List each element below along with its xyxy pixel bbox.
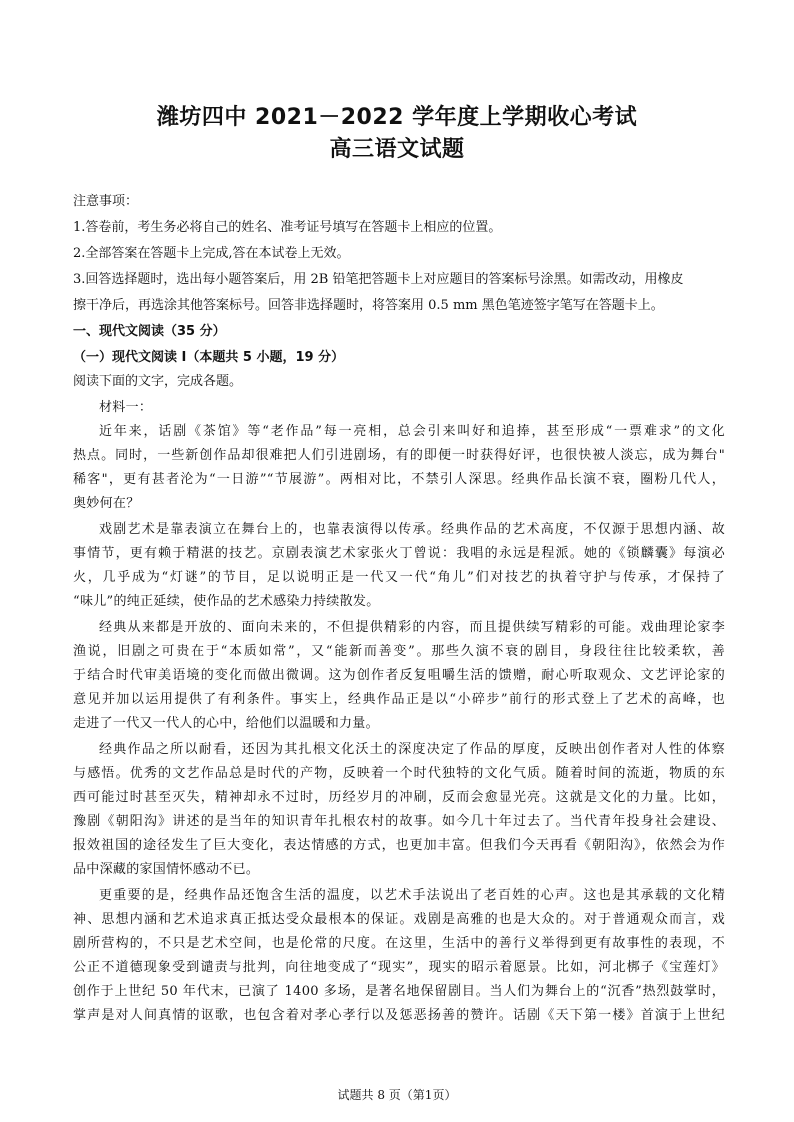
notice-item-1: 1.答卷前，考生务必将自己的姓名、准考证号填写在答题卡上相应的位置。 [73, 220, 502, 235]
body-line: 戏剧艺术是靠表演立在舞台上的，也靠表演得以传承。经典作品的艺术高度，不仅源于思想内涵、故 [99, 522, 725, 537]
body-line: 豫剧《朝阳沟》讲述的是当年的知识青年扎根农村的故事。如今几十年过去了。当代青年投身社会建设、 [73, 814, 725, 829]
body-line: 经典从来都是开放的、面向未来的，不但提供精彩的内容，而且提供续写精彩的可能。戏曲理论家李 [99, 620, 725, 635]
body-line: 意见并加以运用提供了有利条件。事实上，经典作品正是以“小碎步”前行的形式登上了艺术的高峰，也 [73, 692, 725, 707]
body-line: “味儿”的纯正延续，使作品的艺术感染力持续散发。 [73, 594, 380, 609]
body-line: 稀客"，更有甚者沦为“一日游”“节展游”。两相对比，不禁引人深思。经典作品长演不衰，圈粉几代人， [73, 472, 725, 487]
exam-title: 潍坊四中 2021－2022 学年度上学期收心考试 [156, 105, 638, 130]
body-line: 热点。同时，一些新创作品却很难把人们引进剧场，有的即便一时获得好评，也很快被人淡忘，成为舞台" [73, 448, 725, 463]
body-line: 掌声是对人间真情的讴歌，也包含着对孝心孝行以及惩恶扬善的赞许。话剧《天下第一楼》首演于上世纪 [73, 1008, 725, 1023]
body-line: 走进了一代又一代人的心中，给他们以温暖和力量。 [73, 716, 379, 731]
body-line: 品中深藏的家国情怀感动不已。 [73, 862, 260, 877]
body-line: 剧所营构的，不只是艺术空间，也是伦常的尺度。在这里，生活中的善行义举得到更有故事性的表现，不 [73, 936, 725, 951]
body-line: 经典作品之所以耐看，还因为其扎根文化沃土的深度决定了作品的厚度，反映出创作者对人性的体察 [99, 742, 725, 757]
notice-item-3: 3.回答选择题时，选出每小题答案后，用 2B 铅笔把答题卡上对应题目的答案标号涂黑。如需改动，用橡皮 [73, 272, 684, 287]
notice-item-2: 2.全部答案在答题卡上完成,答在本试卷上无效。 [73, 246, 350, 261]
body-line: 报效祖国的途径发生了巨大变化，表达情感的方式，也更加丰富。但我们今天再看《朝阳沟》，依然会为作 [73, 838, 725, 853]
section-heading: 一、现代文阅读（35 分） [73, 324, 226, 339]
body-line: 奥妙何在？ [73, 496, 140, 511]
notice-heading: 注意事项： [73, 194, 139, 209]
body-line: 与感悟。优秀的文艺作品总是时代的产物，反映着一个时代独特的文化气质。随着时间的流逝，物质的东 [73, 766, 725, 781]
body-line: 火，几乎成为“灯谜”的节目，足以说明正是一代又一代“角儿”们对技艺的执着守护与传承，才保持了 [73, 570, 725, 585]
notice-item-3-cont: 擦干净后，再选涂其他答案标号。回答非选择题时，将答案用 0.5 mm 黑色笔迹签字笔写在答题卡上。 [73, 298, 664, 313]
body-line: 更重要的是，经典作品还饱含生活的温度，以艺术手法说出了老百姓的心声。这也是其承载的文化精 [99, 888, 725, 903]
page-footer: 试题共 8 页（第1页） [337, 1088, 457, 1102]
section-subheading: （一）现代文阅读 I（本题共 5 小题，19 分） [73, 350, 345, 365]
reading-instruction: 阅读下面的文字，完成各题。 [73, 374, 243, 389]
body-line: 西可能过时甚至灭失，精神却永不过时，历经岁月的冲刷，反而会愈显光亮。这就是文化的力量。比如， [73, 790, 725, 805]
body-line: 于结合时代审美语境的变化而做出微调。这为创作者反复咀嚼生活的馈赠，耐心听取观众、文艺评论家的 [73, 668, 725, 683]
body-line: 事情节，更有赖于精湛的技艺。京剧表演艺术家张火丁曾说：我唱的永远是程派。她的《锁麟囊》每演必 [73, 546, 725, 561]
body-line: 公正不道德现象受到谴责与批判，向往地变成了“现实”，现实的昭示着愿景。比如，河北梆子《宝莲灯》 [73, 960, 725, 975]
exam-subtitle: 高三语文试题 [329, 137, 465, 162]
body-line: 近年来，话剧《茶馆》等“老作品”每一亮相，总会引来叫好和追捧，甚至形成“一票难求”的文化 [99, 424, 725, 439]
body-line: 创作于上世纪 50 年代末，已演了 1400 多场，是著名地保留剧目。当人们为舞台上的“沉香”热烈鼓掌时， [73, 984, 725, 999]
body-line: 渔说，旧剧之可贵在于“本质如常”，又“能新而善变”。那些久演不衰的剧目，身段往往比较柔软，善 [73, 644, 725, 659]
material-label: 材料一： [99, 400, 153, 415]
body-line: 神、思想内涵和艺术追求真正抵达受众最根本的保证。戏剧是高雅的也是大众的。对于普通观众而言，戏 [73, 912, 725, 927]
